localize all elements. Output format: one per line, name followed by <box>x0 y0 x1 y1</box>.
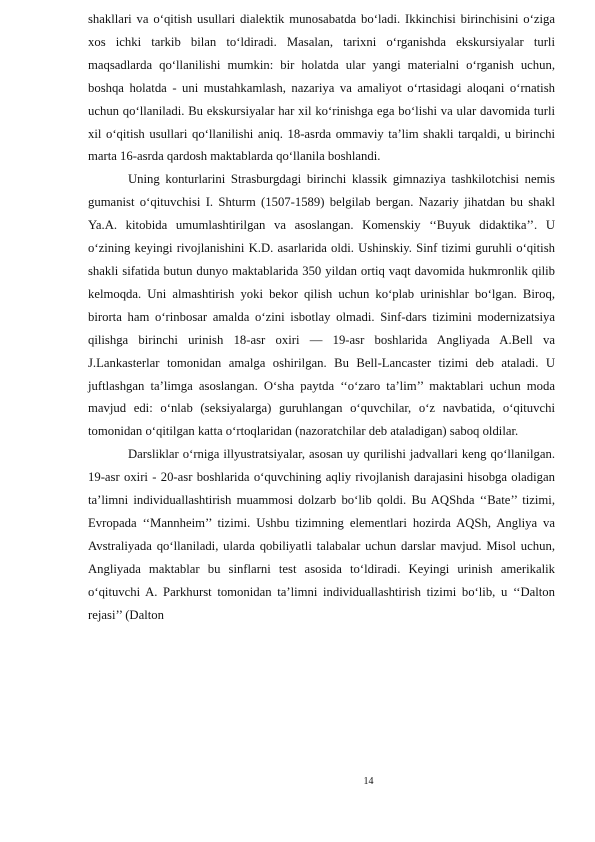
document-page <box>88 8 555 626</box>
paragraph-sturm: Uning konturlarini Strasburgdagi birinchi klassik gimnaziya tashkilotchisi nemis gumanist o‘qituvchisi I. Shturm (1507-1589) belgilab bergan. Nazariy jihatdan bu shakl Ya.A. kitobida umumlashtirilgan va asoslangan. Komenskiy ‘‘Buyuk didaktika’’. U o‘zining keyingi rivojlanishini K.D. asarlarida oldi. Ushinskiy. Sinf tizimi guruhli o‘qitish shakli sifatida butun dunyo maktablarida 350 yildan ortiq vaqt davomida hukmronlik qilib kelmoqda. Uni almashtirish yoki bekor qilish uchun ko‘plab urinishlar bo‘lgan. Biroq, birorta ham o‘rinbosar amalda o‘zini isbotlay olmadi. Sinf-dars tizimini modernizatsiya qilishga birinchi urinish 18-asr oxiri — 19-asr boshlarida Angliyada A.Bell va J.Lankasterlar tomonidan amalga oshirilgan. Bu Bell-Lancaster tizimi deb ataladi. U juftlashgan ta’limga asoslangan. O‘sha paytda ‘‘o‘zaro ta’lim’’ maktablari uchun moda mavjud edi: o‘nlab (seksiyalarga) guruhlangan o‘quvchilar, o‘z navbatida, o‘qituvchi tomonidan o‘qitilgan katta o‘rtoqlaridan (nazoratchilar deb ataladigan) saboq oldilar. <box>88 172 555 439</box>
page-number: 14 <box>363 776 374 787</box>
paragraph-individualization: Darsliklar o‘rniga illyustratsiyalar, asosan uy qurilishi jadvallari keng qo‘llanilgan. 19-asr oxiri - 20-asr boshlarida o‘quvchining aqliy rivojlanish darajasini hisobga oladigan ta’limni individuallashtirish muammosi dolzarb bo‘lib qoldi. Bu AQShda ‘‘Bate’’ tizimi, Evropada ‘‘Mannheim’’ tizimi. Ushbu tizimning elementlari hozirda AQSh, Angliya va Avstraliyada qo‘llaniladi, ularda qobiliyatli talabalar uchun darslar mavjud. Misol uchun, Angliyada maktablar bu sinflarni test asosida to‘ldiradi. Keyingi urinish amerikalik o‘qituvchi A. Parkhurst tomonidan ta’limni individuallashtirish tizimi bo‘lib, u ‘‘Dalton rejasi’’ (Dalton <box>88 447 555 622</box>
paragraph-continuation: shakllari va o‘qitish usullari dialektik munosabatda bo‘ladi. Ikkinchisi birinchisini o‘ziga xos ichki tarkib bilan to‘ldiradi. Masalan, tarixni o‘rganishda ekskursiyalar turli maqsadlarda qo‘llanilishi mumkin: bir holatda ular yangi materialni o‘rganish uchun, boshqa holatda - uni mustahkamlash, nazariya va amaliyot o‘rtasidagi aloqani o‘rnatish uchun qo‘llaniladi. Bu ekskursiyalar har xil ko‘rinishga ega bo‘lishi va ular davomida turli xil o‘qitish usullari qo‘llanilishi aniq. 18-asrda ommaviy ta’lim shakli tarqaldi, u birinchi marta 16-asrda qardosh maktablarda qo‘llanila boshlandi. <box>88 12 555 164</box>
